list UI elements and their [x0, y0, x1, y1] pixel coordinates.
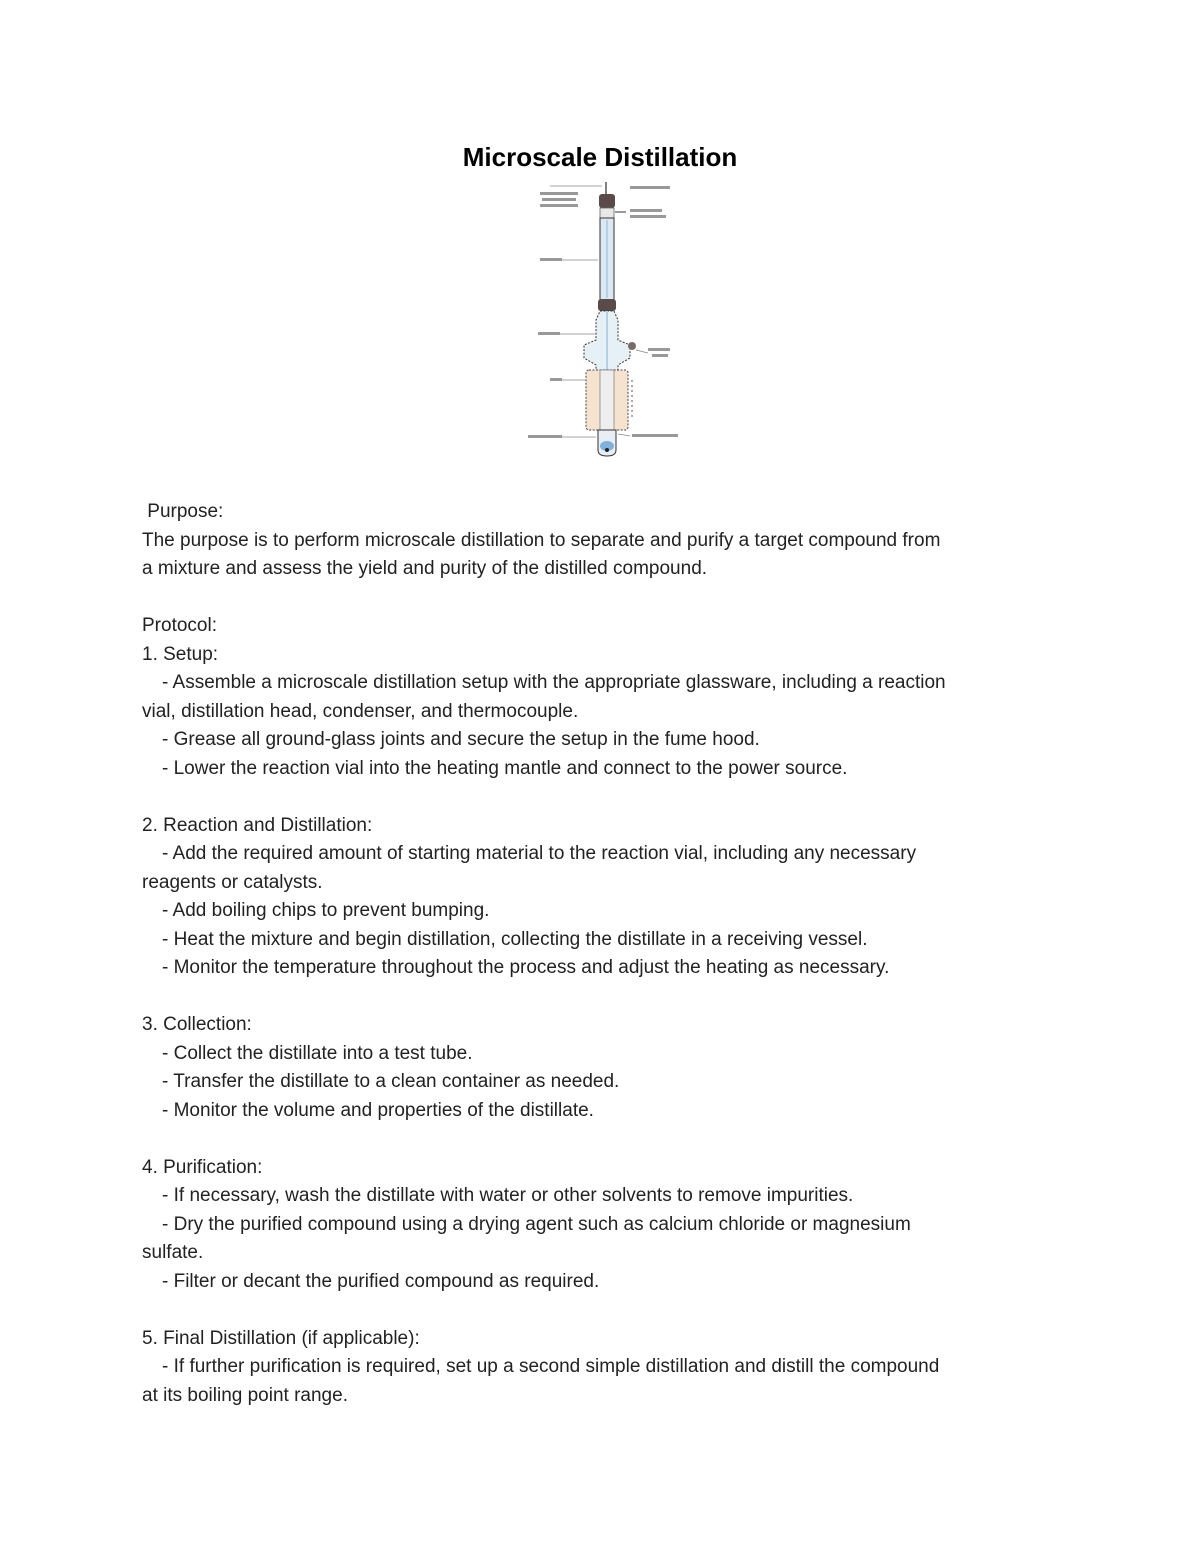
step-heading: 3. Collection:: [142, 1014, 252, 1035]
step-item: - Monitor the temperature throughout the process and adjust the heating as necessary.: [162, 957, 890, 978]
step-item-continuation: at its boiling point range.: [142, 1384, 348, 1406]
step-item-continuation: reagents or catalysts.: [142, 871, 323, 893]
purpose-text-line: The purpose is to perform microscale distillation to separate and purify a target compound from: [142, 529, 941, 551]
step-item-continuation: sulfate.: [142, 1242, 204, 1263]
spacer: [142, 584, 1072, 613]
purpose-text-line: a mixture and assess the yield and purity of the distilled compound.: [142, 558, 708, 579]
step-heading: 2. Reaction and Distillation:: [142, 814, 373, 836]
step-item: - If necessary, wash the distillate with water or other solvents to remove impurities.: [162, 1185, 854, 1206]
step-heading: 5. Final Distillation (if applicable):: [142, 1327, 420, 1349]
purpose-heading: Purpose:: [142, 501, 224, 522]
step-item: - Assemble a microscale distillation setup with the appropriate glassware, including a reaction: [162, 672, 946, 693]
step-item-continuation: vial, distillation head, condenser, and thermocouple.: [142, 700, 579, 722]
apparatus-diagram-icon: [520, 180, 690, 462]
step-item: - Lower the reaction vial into the heating mantle and connect to the power source.: [162, 757, 848, 779]
step-item: - Monitor the volume and properties of the distillate.: [162, 1099, 594, 1121]
protocol-heading: Protocol:: [142, 615, 217, 636]
step-item: - Heat the mixture and begin distillation, collecting the distillate in a receiving vessel.: [162, 928, 868, 950]
step-item: - Collect the distillate into a test tube.: [162, 1042, 473, 1064]
step-item: - Add the required amount of starting material to the reaction vial, including any necessary: [162, 843, 917, 864]
document-title: Microscale Distillation: [462, 142, 738, 172]
step-item: - Transfer the distillate to a clean container as needed.: [162, 1071, 620, 1092]
step-heading: 4. Purification:: [142, 1156, 263, 1178]
spacer: [142, 983, 1072, 1012]
spacer: [142, 1125, 1072, 1154]
step-item: - Filter or decant the purified compound as required.: [162, 1270, 600, 1292]
spacer: [142, 783, 1072, 812]
step-item: - Add boiling chips to prevent bumping.: [162, 900, 490, 921]
document-body: [142, 498, 1072, 1410]
distillation-apparatus-figure: [520, 180, 690, 462]
step-item: - If further purification is required, set up a second simple distillation and distill the compound: [162, 1356, 940, 1377]
step-heading: 1. Setup:: [142, 643, 219, 665]
spacer: [142, 1296, 1072, 1325]
step-item: - Dry the purified compound using a drying agent such as calcium chloride or magnesium: [162, 1213, 911, 1235]
step-item: - Grease all ground-glass joints and secure the setup in the fume hood.: [162, 729, 760, 750]
